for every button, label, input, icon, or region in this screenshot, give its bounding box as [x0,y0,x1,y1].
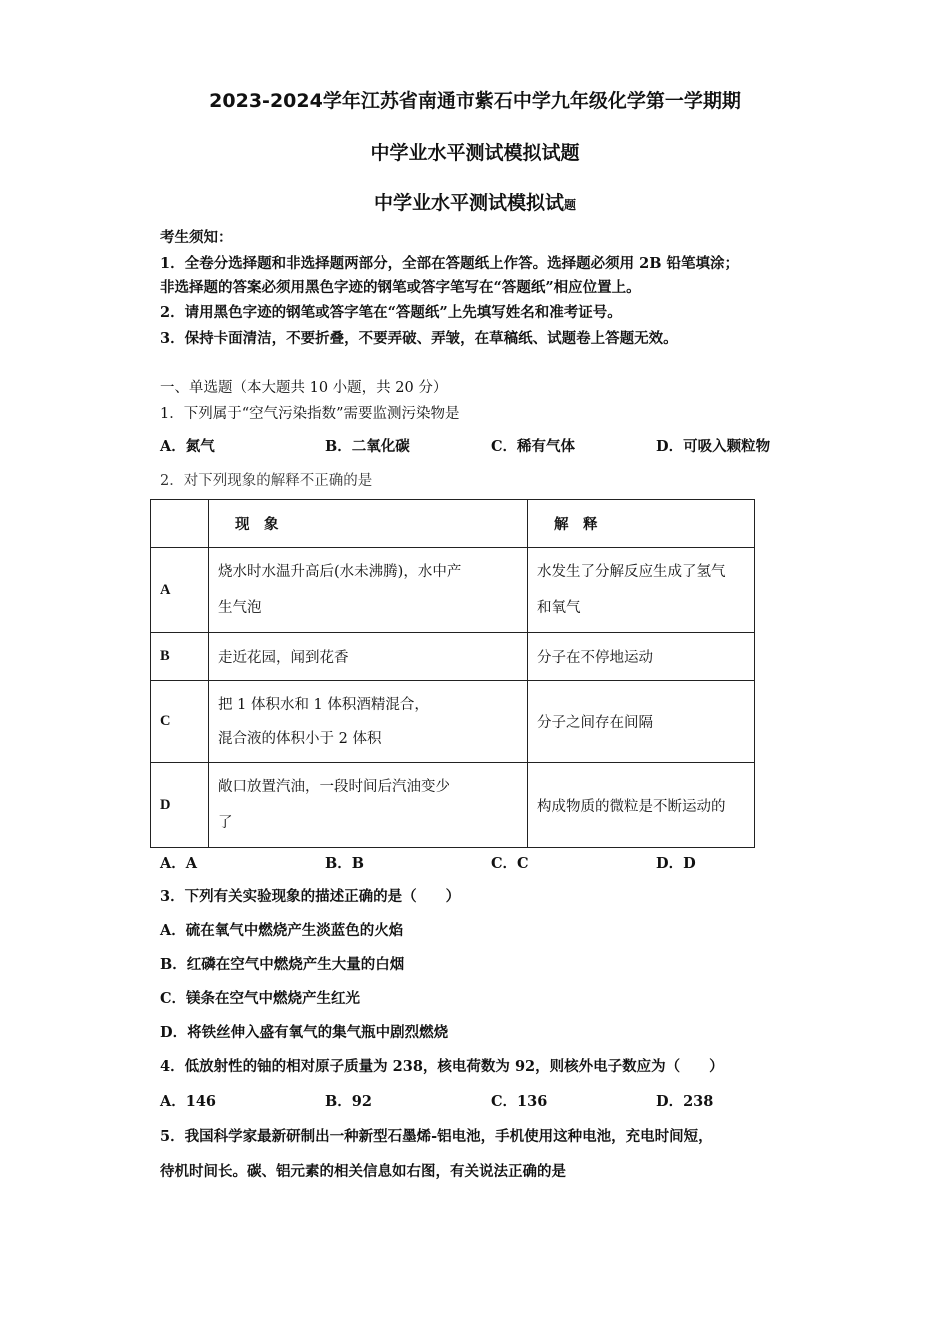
phenomenon-table [150,499,755,848]
page-title-line-3 [0,188,950,215]
q2-option-d: D．D [656,855,696,872]
row-d-phenomenon-line-1: 敞口放置汽油，一段时间后汽油变少 [218,779,450,795]
q1-option-b: B．二氧化碳 [325,438,410,455]
q2-option-b: B．B [325,855,365,872]
q1-option-a: A．氮气 [160,438,215,455]
q5-stem-line-1: 5．我国科学家最新研制出一种新型石墨烯-铝电池，手机使用这种电池，充电时间短， [160,1128,713,1145]
table-header-explanation: 解 释 [528,500,755,548]
q3-option-c: C．镁条在空气中燃烧产生红光 [160,990,361,1007]
row-b-phenomenon: 走近花园，闻到花香 [209,633,528,681]
row-d-explanation: 构成物质的微粒是不断运动的 [528,763,755,848]
row-c-explanation: 分子之间存在间隔 [528,681,755,763]
row-c-phenomenon-line-1: 把 1 体积水和 1 体积酒精混合， [218,696,429,713]
page-title-line-1: 2023-2024学年江苏省南通市紫石中学九年级化学第一学期期 [209,90,741,112]
q4-option-b: B．92 [325,1093,372,1110]
notice-item-3: 3．保持卡面清洁，不要折叠，不要弄破、弄皱，在草稿纸、试题卷上答题无效。 [160,330,678,347]
row-a-phenomenon-line-2: 生气泡 [218,600,262,616]
q3-option-a: A．硫在氧气中燃烧产生淡蓝色的火焰 [160,922,404,939]
notice-item-1-line-1: 1．全卷分选择题和非选择题两部分，全部在答题纸上作答。选择题必须用 2B 铅笔填涂； [160,255,740,272]
row-a-phenomenon-line-1: 烧水时水温升高后(水未沸腾)，水中产 [218,564,462,580]
row-a-explanation-line-1: 水发生了分解反应生成了氢气 [537,564,726,580]
notice-item-1-line-2: 非选择题的答案必须用黑色字迹的钢笔或答字笔写在“答题纸”相应位置上。 [160,279,641,296]
row-d-phenomenon [209,763,528,848]
q1-stem: 1．下列属于“空气污染指数”需要监测污染物是 [160,406,460,422]
row-c-phenomenon-line-2: 混合液的体积小于 2 体积 [218,730,382,747]
row-d-phenomenon-line-2: 了 [218,815,233,831]
q3-option-b: B．红磷在空气中燃烧产生大量的白烟 [160,956,405,973]
row-a-phenomenon [209,548,528,633]
q2-option-a: A．A [160,855,198,872]
table-header-blank [151,500,209,548]
table-row [151,548,755,633]
q4-option-c: C．136 [491,1093,548,1110]
row-label-c: C [151,681,209,763]
row-a-explanation-line-2: 和氧气 [537,600,581,616]
q4-option-a: A．146 [160,1093,217,1110]
page-title-line-3-small: 题 [564,198,577,212]
section-heading: 一、单选题（本大题共 10 小题，共 20 分） [160,380,448,396]
row-c-phenomenon [209,681,528,763]
row-label-d: D [151,763,209,848]
row-label-a: A [151,548,209,633]
q5-stem-line-2: 待机时间长。碳、铝元素的相关信息如右图，有关说法正确的是 [160,1163,566,1180]
q1-option-c: C．稀有气体 [491,438,576,455]
table-row [151,633,755,681]
row-label-b: B [151,633,209,681]
q2-option-c: C．C [491,855,529,872]
q3-stem: 3．下列有关实验现象的描述正确的是（ ） [160,888,461,905]
notice-item-2: 2．请用黑色字迹的钢笔或答字笔在“答题纸”上先填写姓名和准考证号。 [160,304,622,321]
notice-heading: 考生须知： [160,229,233,246]
q3-option-d: D．将铁丝伸入盛有氧气的集气瓶中剧烈燃烧 [160,1024,449,1041]
q4-stem: 4．低放射性的铀的相对原子质量为 238，核电荷数为 92，则核外电子数应为（ ） [160,1058,724,1075]
page-title-line-3-main: 中学业水平测试模拟试 [373,192,564,214]
table-header-phenomenon: 现 象 [209,500,528,548]
table-header-row [151,500,755,548]
table-row [151,763,755,848]
q1-option-d: D．可吸入颗粒物 [656,438,771,455]
table-row [151,681,755,763]
row-b-explanation: 分子在不停地运动 [528,633,755,681]
q4-option-d: D．238 [656,1093,714,1110]
page-title-line-2: 中学业水平测试模拟试题 [370,142,580,164]
row-a-explanation [528,548,755,633]
q2-stem: 2．对下列现象的解释不正确的是 [160,473,373,489]
